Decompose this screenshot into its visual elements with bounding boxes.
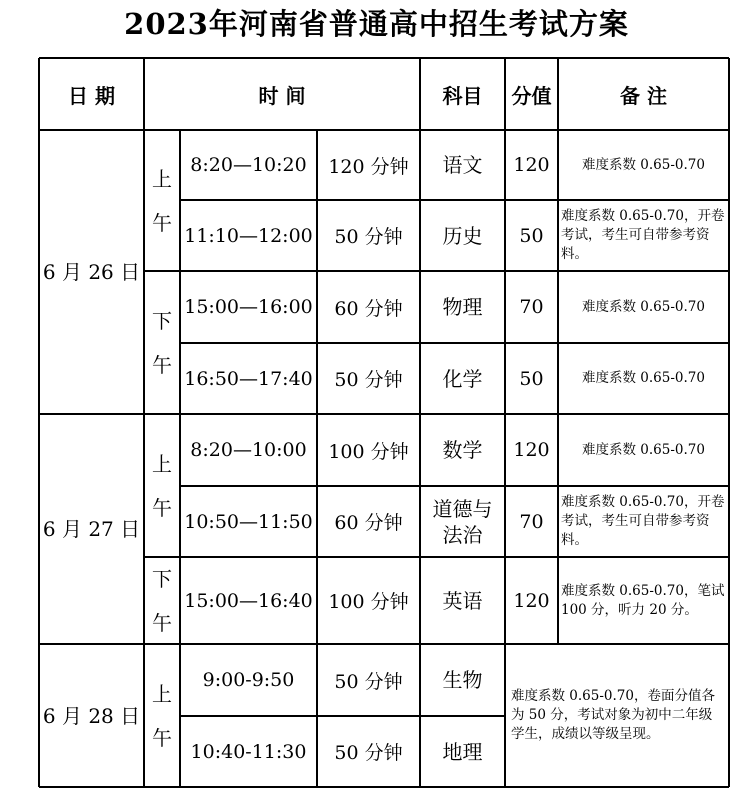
period-label: 上 午 xyxy=(152,166,172,235)
exam-time: 9:00-9:50 xyxy=(202,669,295,691)
exam-duration: 60 分钟 xyxy=(334,512,403,534)
exam-note: 难度系数 0.65-0.70 xyxy=(582,156,705,173)
exam-duration: 100 分钟 xyxy=(328,591,409,613)
exam-note: 难度系数 0.65-0.70 xyxy=(582,370,705,386)
exam-note: 难度系数 0.65-0.70，开卷考试，考生可自带参考资料。 xyxy=(561,208,725,262)
exam-subject: 语文 xyxy=(442,153,483,177)
exam-duration: 50 分钟 xyxy=(334,369,403,391)
exam-time: 16:50—17:40 xyxy=(184,367,313,390)
exam-score: 50 xyxy=(519,224,544,247)
exam-duration: 120 分钟 xyxy=(328,155,409,178)
period-label: 下 午 xyxy=(152,308,172,377)
period-label: 上 午 xyxy=(152,681,172,750)
exam-subject: 历史 xyxy=(442,223,483,248)
exam-note: 难度系数 0.65-0.70 xyxy=(582,441,705,458)
period-label: 上 午 xyxy=(152,451,172,520)
exam-note: 难度系数 0.65-0.70 xyxy=(582,298,705,315)
exam-score: 120 xyxy=(513,439,550,461)
grid-line xyxy=(143,58,145,130)
exam-duration: 50 分钟 xyxy=(334,226,403,248)
period-label: 下 午 xyxy=(152,566,172,635)
exam-duration: 50 分钟 xyxy=(334,670,403,693)
exam-note: 难度系数 0.65-0.70，笔试 100 分，听力 20 分。 xyxy=(561,582,725,618)
exam-subject: 英语 xyxy=(442,588,483,613)
exam-subject: 生物 xyxy=(442,668,483,692)
page-title: 2023年河南省普通高中招生考试方案 xyxy=(124,7,629,41)
exam-time: 15:00—16:00 xyxy=(184,296,313,318)
exam-score: 120 xyxy=(513,154,550,176)
day-date: 6 月 26 日 xyxy=(42,260,141,284)
exam-time: 10:50—11:50 xyxy=(184,510,313,533)
exam-score: 70 xyxy=(519,296,544,318)
day-date: 6 月 28 日 xyxy=(42,703,141,728)
exam-time: 10:40-11:30 xyxy=(190,740,307,763)
exam-subject: 道德与 法治 xyxy=(432,496,493,547)
exam-score: 50 xyxy=(519,367,544,390)
exam-subject: 化学 xyxy=(442,366,483,391)
header-note: 备 注 xyxy=(620,83,667,108)
exam-subject: 物理 xyxy=(442,295,483,319)
exam-time: 11:10—12:00 xyxy=(184,224,313,247)
header-subject: 科目 xyxy=(442,83,483,108)
exam-subject: 地理 xyxy=(442,739,483,764)
exam-score: 120 xyxy=(513,589,550,612)
header-score: 分值 xyxy=(511,83,552,108)
day-date: 6 月 27 日 xyxy=(42,517,141,541)
exam-time: 8:20—10:00 xyxy=(190,439,307,461)
exam-duration: 60 分钟 xyxy=(334,297,403,320)
exam-time: 8:20—10:20 xyxy=(190,154,307,176)
header-date: 日 期 xyxy=(68,83,115,108)
header-time: 时 间 xyxy=(258,83,306,108)
shared-note: 难度系数 0.65-0.70，卷面分值各为 50 分，考试对象为初中二年级学生，成绩以等级呈现。 xyxy=(511,688,715,742)
exam-duration: 100 分钟 xyxy=(328,440,409,463)
exam-note: 难度系数 0.65-0.70，开卷考试，考生可自带参考资料。 xyxy=(561,494,725,548)
exam-time: 15:00—16:40 xyxy=(184,589,313,612)
exam-subject: 数学 xyxy=(442,438,483,462)
exam-duration: 50 分钟 xyxy=(334,742,403,764)
exam-score: 70 xyxy=(519,510,544,533)
